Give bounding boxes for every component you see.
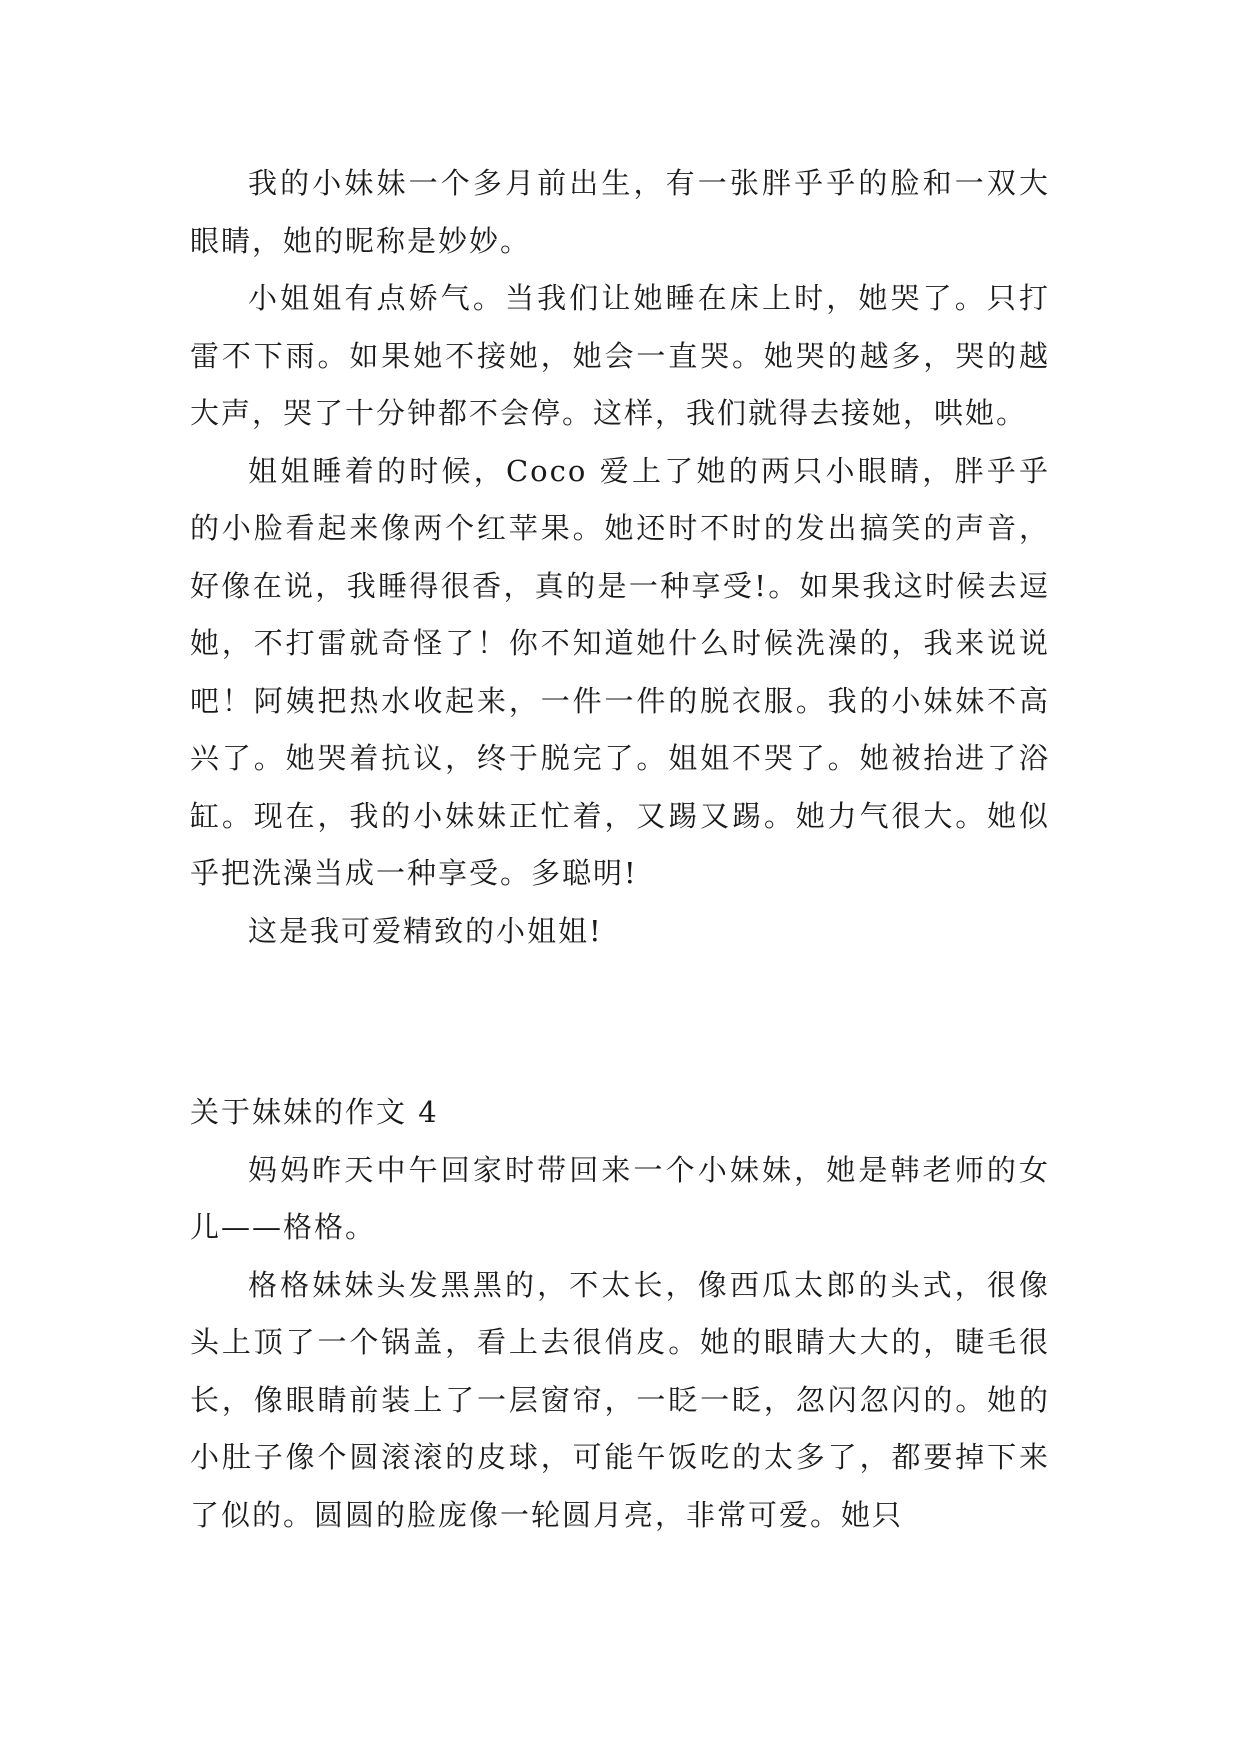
essay-3-paragraph-1: 我的小妹妹一个多月前出生，有一张胖乎乎的脸和一双大眼睛，她的昵称是妙妙。 [190,166,1050,258]
essay-3-paragraph-2: 小姐姐有点娇气。当我们让她睡在床上时，她哭了。只打雷不下雨。如果她不接她，她会一直哭。她哭的越多，哭的越大声，哭了十分钟都不会停。这样，我们就得去接她，哄她。 [190,281,1050,430]
essay-3-body [190,155,1050,960]
essay-3-paragraph-4: 这是我可爱精致的小姐姐! [248,913,603,948]
essay-4-title: 关于妹妹的作文 4 [190,1095,439,1129]
essay-3-paragraph-3: 姐姐睡着的时候，Coco 爱上了她的两只小眼睛，胖乎乎的小脸看起来像两个红苹果。她还时不时的发出搞笑的声音，好像在说，我睡得很香，真的是一种享受!。如果我这时候去逗她，不打雷就奇怪了！你不知道她什么时候洗澡的，我来说说吧！阿姨把热水收起来，一件一件的脱衣服。我的小妹妹不高兴了。她哭着抗议，终于脱完了。姐姐不哭了。她被抬进了浴缸。现在，我的小妹妹正忙着，又踢又踢。她力气很大。她似乎把洗澡当成一种享受。多聪明! [190,453,1050,890]
essay-4-paragraph-2: 格格妹妹头发黑黑的，不太长，像西瓜太郎的头式，很像头上顶了一个锅盖，看上去很俏皮。她的眼睛大大的，睫毛很长，像眼睛前装上了一层窗帘，一眨一眨，忽闪忽闪的。她的小肚子像个圆滚滚的皮球，可能午饭吃的太多了，都要掉下来了似的。圆圆的脸庞像一轮圆月亮，非常可爱。她只 [190,1267,1050,1532]
essay-4-paragraph-1: 妈妈昨天中午回家时带回来一个小妹妹，她是韩老师的女儿——格格。 [190,1152,1050,1244]
essay-4-section [190,1084,1050,1544]
